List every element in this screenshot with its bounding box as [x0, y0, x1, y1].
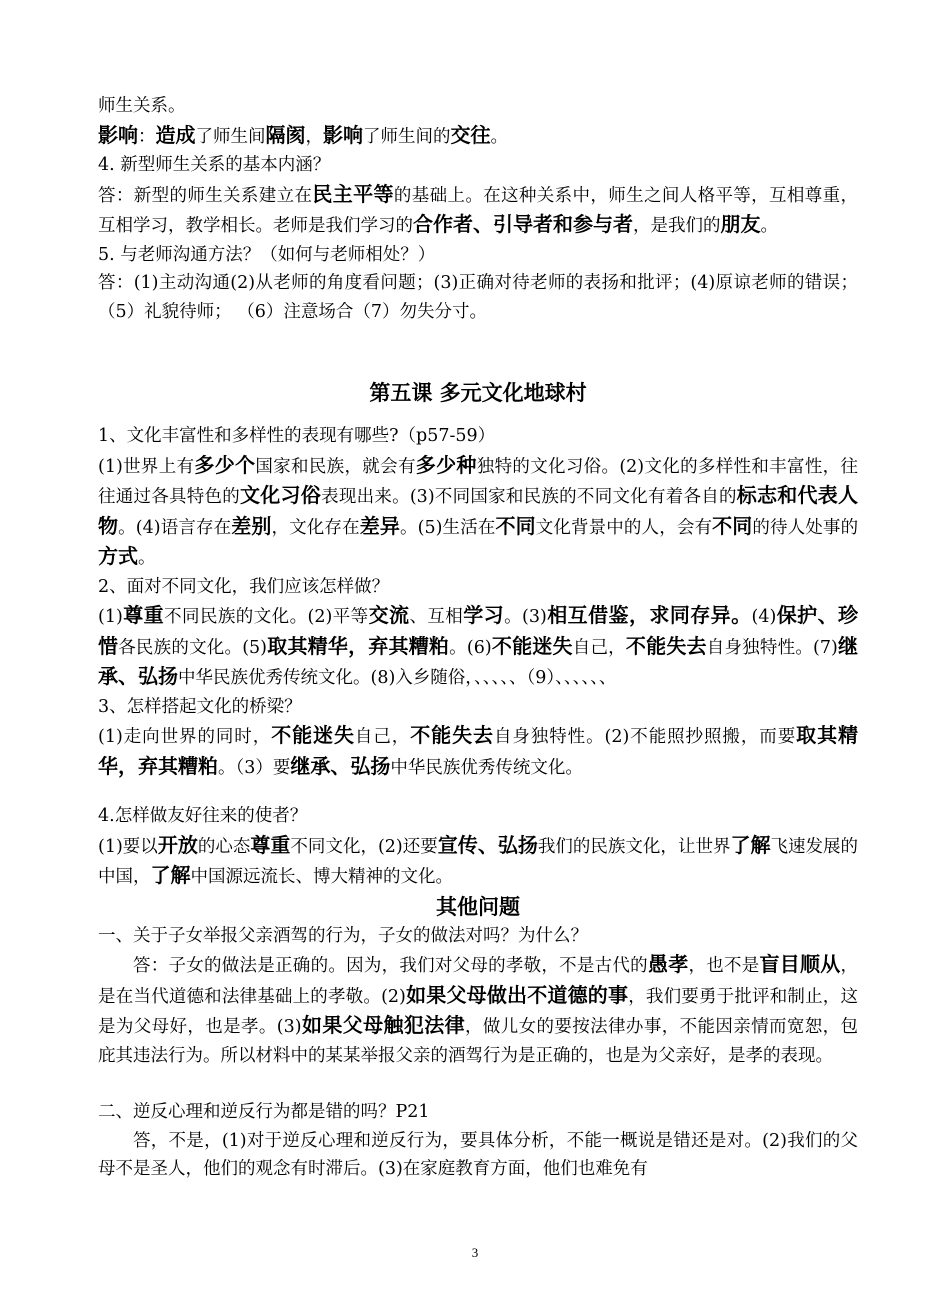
- bold-keyword: 造成: [155, 122, 196, 147]
- text-run: (1)世界上有: [98, 456, 195, 477]
- bold-keyword: 交往: [450, 122, 491, 147]
- bold-keyword: 继承、弘扬: [290, 753, 391, 778]
- bold-keyword: 不同: [712, 513, 753, 538]
- text-run: 答：(1)主动沟通(2)从老师的角度看问题；(3)正确对待老师的表扬和批评；(4)原谅老师的错误； （5）礼貌待师； （6）注意场合（7）勿失分寸。: [98, 273, 858, 322]
- text-run: 不同民族的文化。(2)平等: [164, 607, 369, 627]
- paragraph: [98, 802, 858, 831]
- text-run: 1、文化丰富性和多样性的表现有哪些?（p57-59）: [98, 426, 496, 446]
- paragraph: [98, 180, 858, 241]
- paragraph: [98, 831, 858, 892]
- text-run: ：: [138, 126, 156, 147]
- text-run: 自身独特性。(2)不能照抄照搬，而要: [493, 727, 797, 747]
- spacer: [98, 408, 858, 422]
- section-title: [98, 378, 858, 408]
- text-run: ，也不是: [688, 956, 760, 976]
- paragraph: [98, 573, 858, 602]
- bold-keyword: 不能失去: [625, 633, 707, 658]
- bold-keyword: 开放: [157, 832, 198, 857]
- paragraph: [98, 92, 858, 121]
- text-run: 。(4)语言存在: [118, 517, 232, 538]
- spacer: [98, 1070, 858, 1098]
- text-run: 的心态: [197, 836, 251, 857]
- paragraph: [98, 451, 858, 573]
- paragraph: [98, 601, 858, 693]
- text-run: 中华民族优秀传统文化。: [390, 757, 583, 778]
- text-run: 自己，: [354, 727, 411, 747]
- bold-keyword: 了解: [730, 832, 771, 857]
- bold-keyword: 不能迷失: [491, 633, 573, 658]
- page-number: 3: [471, 1245, 479, 1260]
- paragraph: [98, 1127, 858, 1184]
- text-run: 。(6): [449, 637, 492, 658]
- bold-keyword: 方式: [98, 544, 138, 568]
- text-run: 中国源远流长、博大精神的文化。: [190, 867, 453, 887]
- text-run: ，是我们的: [633, 216, 721, 236]
- text-run: 自身独特性。(7): [706, 637, 838, 658]
- bold-keyword: 了解: [150, 863, 191, 887]
- bold-keyword: 影响: [323, 122, 363, 147]
- bold-keyword: 取其精华，弃其糟粕: [267, 633, 450, 658]
- text-run: 3、怎样搭起文化的桥梁？: [98, 696, 302, 717]
- paragraph: [98, 922, 858, 951]
- paragraph: [98, 950, 858, 1070]
- text-run: ，文化存在: [271, 517, 360, 538]
- text-run: ，是在当代道德和法律基础上的孝敬。(2): [98, 956, 859, 1007]
- text-run: (4): [751, 607, 777, 627]
- section-title: [98, 892, 858, 922]
- spacer: [98, 326, 858, 378]
- bold-keyword: 交流: [368, 603, 410, 627]
- text-run: 的待人处事的: [752, 517, 859, 538]
- text-run: 各民族的文化。(5): [118, 637, 268, 658]
- text-run: ，我们要勇于批评和制止，这是为父母好，也是孝。(3): [98, 986, 858, 1037]
- paragraph: [98, 422, 858, 451]
- text-run: 5. 与老师沟通方法？（如何与老师相处？）: [98, 244, 436, 265]
- text-run: 文化背景中的人，会有: [535, 517, 713, 538]
- text-run: 二、逆反心理和逆反行为都是错的吗？P21: [98, 1102, 430, 1122]
- bold-keyword: 多少种: [415, 452, 477, 477]
- bold-keyword: 民主平等: [312, 181, 394, 206]
- text-run: ，做儿女的要按法律办事，不能因亲情而宽恕，包庇其违法行为。所以材料中的某某举报父亲的酒驾行为是正确的，也是为父亲好，是孝的表现。: [98, 1017, 858, 1066]
- document-body: [98, 92, 858, 1184]
- text-run: 独特的文化习俗。(2)文化的多样性和丰富性，往往通过各具特色的: [98, 456, 858, 507]
- text-run: ，: [305, 126, 323, 147]
- bold-keyword: 保护、珍惜: [98, 603, 859, 658]
- text-run: 师生关系。: [98, 96, 186, 116]
- paragraph: [98, 241, 858, 270]
- paragraph: [98, 1098, 858, 1127]
- bold-keyword: 合作者、引导者和参与者: [413, 212, 633, 236]
- text-run: 我们的民族文化，让世界: [537, 836, 731, 857]
- text-run: 不同文化，(2)还要: [290, 836, 438, 857]
- bold-keyword: 如果父母做出不道德的事: [405, 982, 629, 1007]
- bold-keyword: 尊重: [250, 832, 291, 857]
- bold-keyword: 继承、弘扬: [98, 633, 859, 688]
- text-run: 答：子女的做法是正确的。因为，我们对父母的孝敬，不是古代的: [133, 956, 648, 976]
- text-run: 4.怎样做友好往来的使者？: [98, 806, 308, 826]
- text-run: 。(3): [504, 607, 547, 627]
- text-run: 答，不是，(1)对于逆反心理和逆反行为，要具体分析，不能一概说是错还是对。(2)我们的父母不是圣人，他们的观念有时滞后。(3)在家庭教育方面，他们也难免有: [98, 1130, 858, 1179]
- bold-keyword: 文化习俗: [240, 483, 322, 507]
- bold-keyword: 学习: [463, 603, 505, 627]
- text-run: 飞速发展的中国，: [98, 836, 859, 887]
- text-run: 一、关于子女举报父亲酒驾的行为，子女的做法对吗？为什么？: [98, 925, 588, 946]
- bold-keyword: 不能失去: [410, 723, 494, 747]
- spacer: [98, 782, 858, 802]
- text-run: 。(5)生活在: [400, 517, 496, 538]
- bold-keyword: 如果父母触犯法律: [301, 1013, 466, 1037]
- bold-keyword: 差异: [359, 513, 400, 538]
- text-run: 表现出来。(3)不同国家和民族的不同文化有着各自的: [321, 487, 737, 507]
- bold-keyword: 尊重: [122, 603, 165, 627]
- text-run: 2、面对不同文化，我们应该怎样做？: [98, 576, 390, 597]
- bold-keyword: 差别: [231, 513, 272, 538]
- paragraph: [98, 269, 858, 326]
- text-run: 、互相: [409, 607, 464, 627]
- bold-keyword: 宣传、弘扬: [437, 832, 538, 857]
- text-run: 国家和民族，就会有: [255, 456, 416, 477]
- text-run: (1)走向世界的同时，: [98, 727, 272, 747]
- bold-keyword: 愚孝: [647, 952, 689, 976]
- bold-keyword: 朋友: [720, 212, 761, 236]
- text-run: (1): [98, 607, 123, 627]
- text-run: 4. 新型师生关系的基本内涵？: [98, 155, 331, 175]
- text-run: 自己，: [572, 637, 626, 658]
- text-run: 。: [138, 548, 156, 568]
- text-run: (1)要以: [98, 836, 158, 857]
- paragraph: [98, 693, 858, 722]
- text-run: 了师生间: [195, 126, 266, 147]
- bold-keyword: 盲目顺从: [759, 952, 841, 976]
- bold-keyword: 标志和代表人物: [98, 483, 859, 538]
- paragraph: [98, 721, 858, 782]
- bold-keyword: 多少个: [194, 452, 256, 477]
- text-run: 。: [490, 126, 508, 147]
- text-run: 答：新型的师生关系建立在: [98, 185, 313, 206]
- bold-keyword: 隔阂: [265, 122, 306, 147]
- text-run: 。: [760, 216, 778, 236]
- text-run: 。（3）要: [218, 757, 291, 778]
- text-run: 其他问题: [436, 893, 520, 919]
- bold-keyword: 不同: [495, 513, 536, 538]
- paragraph: [98, 121, 858, 152]
- text-run: 的基础上。在这种关系中，师生之间人格平等，互相尊重，互相学习，教学相长。老师是我们学习的: [98, 185, 859, 236]
- bold-keyword: 取其精华，弃其糟粕: [98, 723, 859, 778]
- paragraph: [98, 151, 858, 180]
- bold-keyword: 不能迷失: [271, 723, 355, 747]
- text-run: 第五课 多元文化地球村: [369, 380, 587, 405]
- text-run: 了师生间的: [363, 126, 451, 147]
- text-run: 中华民族优秀传统文化。(8)入乡随俗，、、、、、（9）、、、、、、: [178, 668, 617, 688]
- bold-keyword: 影响: [98, 122, 138, 147]
- bold-keyword: 相互借鉴，求同存异。: [546, 603, 752, 627]
